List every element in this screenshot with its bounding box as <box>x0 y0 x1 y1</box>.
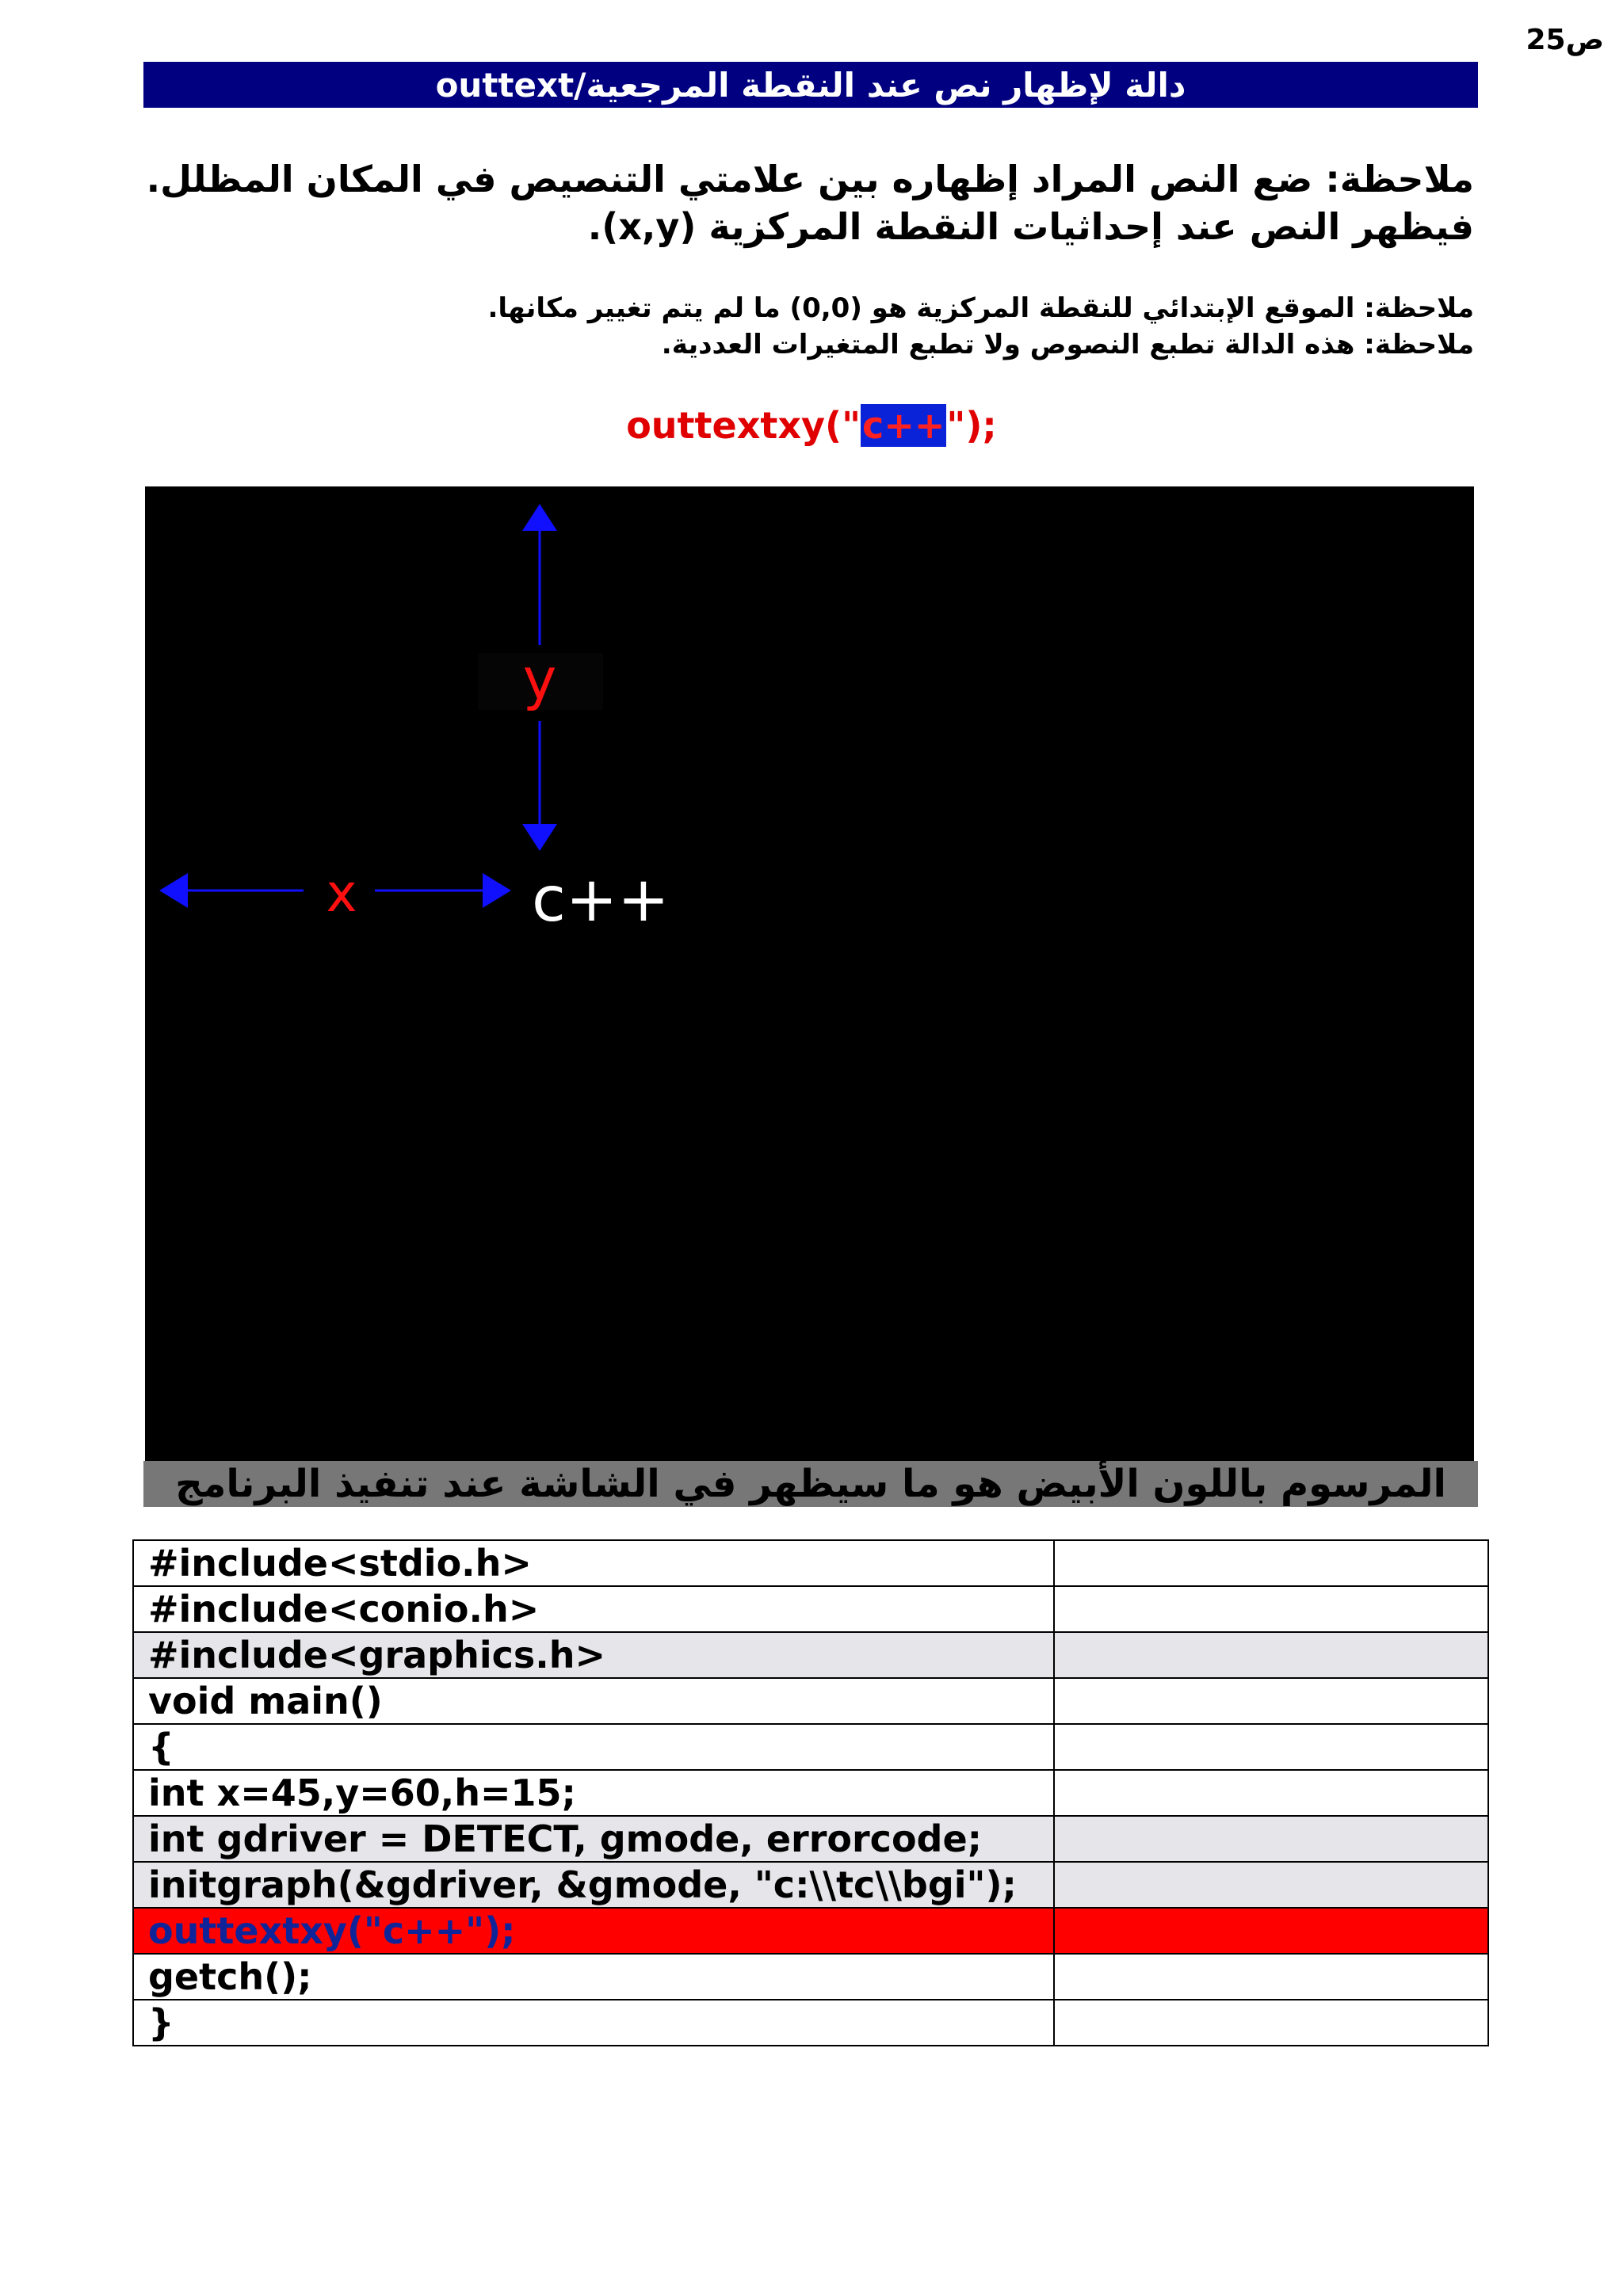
code-row <box>133 1954 1488 2000</box>
graphics-screen-diagram <box>145 486 1474 1461</box>
y-arrow-up-head <box>522 504 557 531</box>
x-arrow-right-head <box>483 873 511 908</box>
code-row <box>133 1862 1488 1908</box>
code-row <box>133 1540 1488 1586</box>
function-call-example <box>0 404 1623 447</box>
function-call-highlight: c++ <box>862 404 945 447</box>
diagram-caption: المرسوم باللون الأبيض هو ما سيظهر في الشاشة عند تنفيذ البرنامج <box>143 1461 1478 1507</box>
code-line: } <box>133 2000 1054 2046</box>
page-number: ص25 <box>1526 24 1604 56</box>
main-note <box>127 155 1474 250</box>
code-comment-cell <box>1054 1954 1488 2000</box>
code-comment-cell <box>1054 1678 1488 1724</box>
code-table <box>132 1539 1489 2046</box>
code-comment-cell <box>1054 1816 1488 1862</box>
output-text-c-plus-plus: c++ <box>532 864 670 936</box>
function-call-suffix: "); <box>946 404 997 447</box>
code-row <box>133 1724 1488 1770</box>
code-row <box>133 1678 1488 1724</box>
code-comment-cell <box>1054 1540 1488 1586</box>
secondary-note-line-2: ملاحظة: هذه الدالة تطبع النصوص ولا تطبع المتغيرات العددية. <box>661 329 1474 360</box>
diagram-svg <box>145 486 1474 1461</box>
code-row <box>133 1770 1488 1816</box>
secondary-notes <box>127 290 1474 363</box>
main-note-line-1: ملاحظة: ضع النص المراد إظهاره بين علامتي التنصيص في المكان المظلل. <box>146 158 1474 200</box>
code-line: int gdriver = DETECT, gmode, errorcode; <box>133 1816 1054 1862</box>
x-axis-label: x <box>326 863 357 924</box>
code-row <box>133 1908 1488 1954</box>
code-comment-cell <box>1054 2000 1488 2046</box>
code-line: int x=45,y=60,h=15; <box>133 1770 1054 1816</box>
code-comment-cell <box>1054 1586 1488 1632</box>
code-line: getch(); <box>133 1954 1054 2000</box>
code-line: { <box>133 1724 1054 1770</box>
main-note-line-2: فيظهر النص عند إحداثيات النقطة المركزية (x,y). <box>587 205 1474 248</box>
code-row <box>133 1586 1488 1632</box>
code-comment-cell <box>1054 1632 1488 1678</box>
code-table-body <box>133 1540 1488 2046</box>
code-line: void main() <box>133 1678 1054 1724</box>
code-comment-cell <box>1054 1908 1488 1954</box>
code-line: #include<conio.h> <box>133 1586 1054 1632</box>
code-row <box>133 2000 1488 2046</box>
y-arrow-down-head <box>522 824 557 851</box>
function-call-prefix: outtextxy(" <box>626 404 861 447</box>
page-title: دالة لإظهار نص عند النقطة المرجعية/outtext <box>143 62 1478 108</box>
code-comment-cell <box>1054 1770 1488 1816</box>
y-axis-label: y <box>522 646 557 712</box>
code-line: initgraph(&gdriver, &gmode, "c:\\tc\\bgi"); <box>133 1862 1054 1908</box>
code-comment-cell <box>1054 1724 1488 1770</box>
code-comment-cell <box>1054 1862 1488 1908</box>
code-row <box>133 1632 1488 1678</box>
code-line: #include<stdio.h> <box>133 1540 1054 1586</box>
code-row <box>133 1816 1488 1862</box>
code-line: outtextxy("c++"); <box>133 1908 1054 1954</box>
secondary-note-line-1: ملاحظة: الموقع الإبتدائي للنقطة المركزية هو (0,0) ما لم يتم تغيير مكانها. <box>487 292 1474 324</box>
x-arrow-left-head <box>159 873 188 908</box>
code-line: #include<graphics.h> <box>133 1632 1054 1678</box>
